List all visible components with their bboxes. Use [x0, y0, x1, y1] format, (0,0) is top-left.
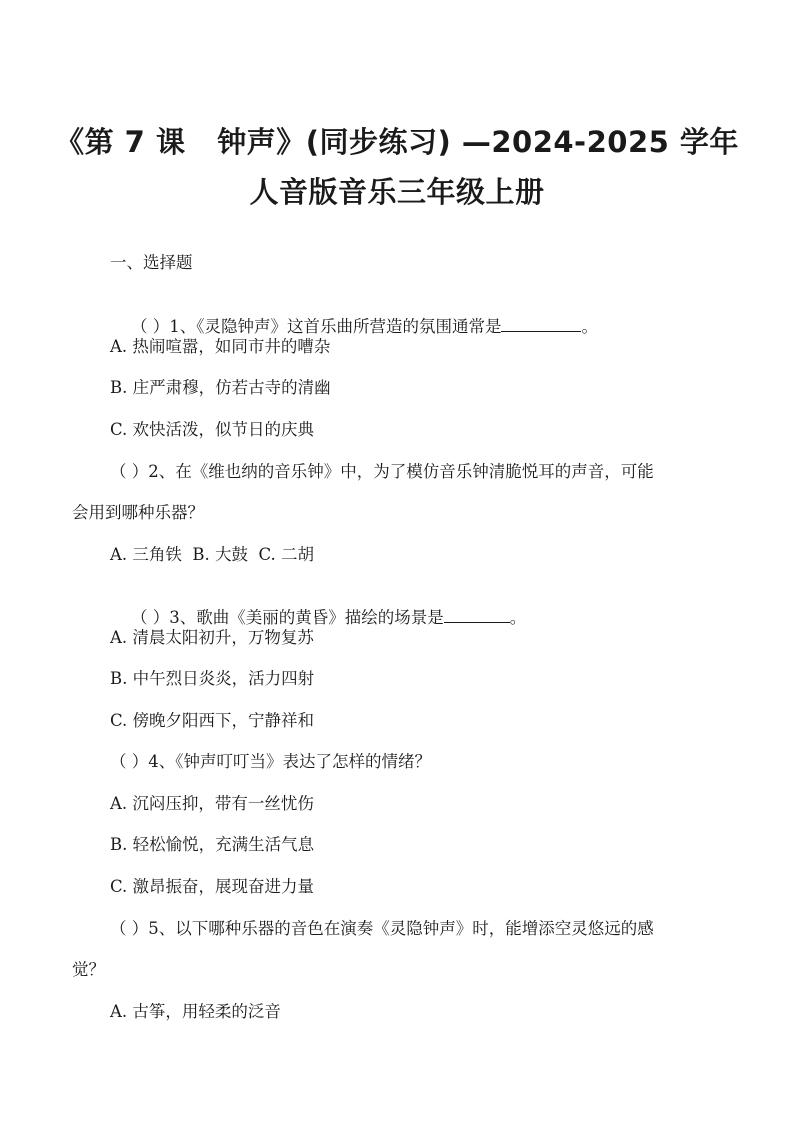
question-5-stem-continued: 觉？ [72, 960, 105, 979]
question-3-option-b: B. 中午烈日炎炎，活力四射 [110, 669, 315, 688]
answer-blank [444, 607, 510, 623]
question-1-option-c: C. 欢快活泼，似节日的庆典 [110, 420, 315, 439]
question-1-option-b: B. 庄严肃穆，仿若古寺的清幽 [110, 378, 331, 397]
section-heading: 一、选择题 [110, 253, 193, 272]
question-5-option-a: A. 古筝，用轻柔的泛音 [110, 1002, 281, 1021]
question-3-option-c: C. 傍晚夕阳西下，宁静祥和 [110, 711, 315, 730]
question-2-options: A. 三角铁 B. 大鼓 C. 二胡 [110, 545, 315, 564]
question-4-option-b: B. 轻松愉悦，充满生活气息 [110, 835, 315, 854]
document-title-line-2: 人音版音乐三年级上册 [249, 175, 545, 209]
question-2-stem-continued: 会用到哪种乐器？ [72, 503, 204, 522]
question-4-option-a: A. 沉闷压抑，带有一丝忧伤 [110, 794, 314, 813]
question-1-end: 。 [581, 317, 598, 336]
question-3-end: 。 [509, 608, 527, 627]
question-4-stem: （ ）4、《钟声叮叮当》表达了怎样的情绪？ [110, 752, 431, 771]
question-1-text: （ ）1、《灵隐钟声》这首乐曲所营造的氛围通常是 [130, 317, 502, 336]
document-title-line-1: 《第 7 课 钟声》(同步练习) —2024-2025 学年 [55, 125, 739, 159]
question-2-stem: （ ）2、在《维也纳的音乐钟》中，为了模仿音乐钟清脆悦耳的声音，可能 [110, 462, 654, 481]
question-3-option-a: A. 清晨太阳初升，万物复苏 [110, 628, 314, 647]
question-1-option-a: A. 热闹喧嚣，如同市井的嘈杂 [110, 337, 331, 356]
answer-blank [501, 316, 581, 332]
question-5-stem: （ ）5、以下哪种乐器的音色在演奏《灵隐钟声》时，能增添空灵悠远的感 [110, 919, 654, 938]
question-3-text: （ ）3、歌曲《美丽的黄昏》描绘的场景是 [130, 608, 444, 627]
question-4-option-c: C. 激昂振奋，展现奋进力量 [110, 877, 315, 896]
